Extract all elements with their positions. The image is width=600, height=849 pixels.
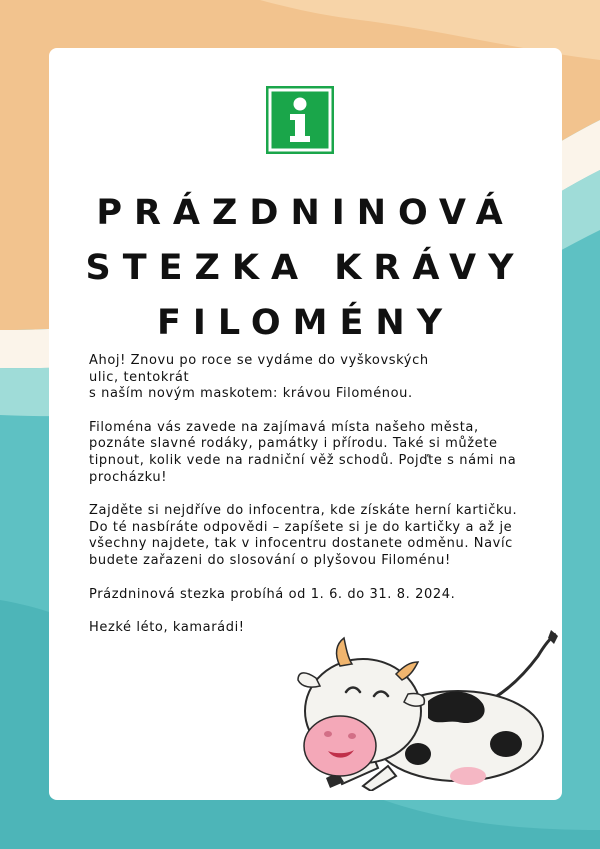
poster-body xyxy=(89,353,529,654)
title-line-3: FILOMÉNY xyxy=(156,303,455,343)
greeting-paragraph: Hezké léto, kamarádi! xyxy=(89,620,245,636)
intro-paragraph xyxy=(89,353,529,403)
places-paragraph: Filoména vás zavede na zajímavá místa našeho města, poznáte slavné rodáky, památky i přírodu. Také si můžete tipnout, kolik vede na radniční věž schodů. Pojďte s námi na procházku! xyxy=(89,419,517,485)
infocentre-paragraph: Zajděte si nejdříve do infocentra, kde získáte herní kartičku. Do té nasbíráte odpovědi – zapíšete si je do kartičky a až je všechny najdete, tak v infocentru dostanete odměnu. Navíc budete zařazeni do slosování o plyšovou Filoménu! xyxy=(89,503,518,568)
cow-illustration xyxy=(268,626,558,791)
intro-line-2: ulic, tentokrát xyxy=(89,369,190,385)
title-line-1: PRÁZDNINOVÁ xyxy=(96,193,515,233)
info-icon xyxy=(266,86,334,154)
poster-title xyxy=(49,186,562,351)
dates-paragraph: Prázdninová stezka probíhá od 1. 6. do 31. 8. 2024. xyxy=(89,586,456,602)
intro-line-1: Ahoj! Znovu po roce se vydáme do vyškovských xyxy=(89,353,429,368)
title-line-2: STEZKA KRÁVY xyxy=(85,248,526,288)
intro-line-3: s naším novým maskotem: krávou Filoménou. xyxy=(89,386,413,402)
poster-card xyxy=(49,48,562,800)
